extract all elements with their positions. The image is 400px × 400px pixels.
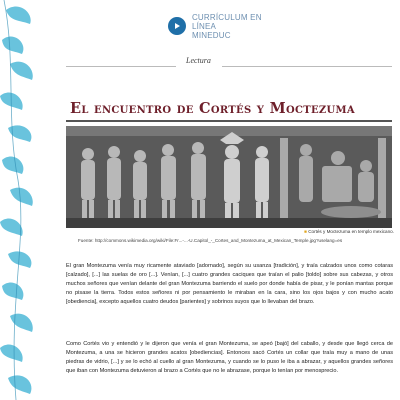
site-header <box>168 14 288 38</box>
image-caption <box>250 229 394 235</box>
relief-illustration-icon <box>66 126 392 228</box>
title-rule <box>66 120 392 122</box>
caption-bullet-icon: ■ <box>304 229 307 234</box>
section-label: Lectura <box>186 56 211 65</box>
paragraph-1: El gran Montezuma venía muy ricamente ataviado [adornado], según su usanza [tradición], y traía calzados unos como cotaras [calzado], [...] las suelas de oro [...]. Venían, [...] cuatro grandes caciques que traían el palio [toldo] sobre sus cabezas, y otros muchos señores que venían delante del gran Montezuma barriendo el suelo por donde había de pisar, y le ponían mantas porque no pisase la tierra. Todos estos señores ni por pensamiento le miraban en la cara, sino los ojos bajos y con mucho acato [obediencia], excepto aquellos cuatro deudos [parientes] y sobrinos suyos que lo llevaban del brazo. <box>66 263 393 306</box>
leaf-border-icon <box>0 0 44 400</box>
image-caption-text: Cortés y Moctezuma en templo mexicano. <box>308 229 394 234</box>
article-title: El encuentro de Cortés y Moctezuma <box>70 100 355 117</box>
relief-image <box>66 126 392 228</box>
section-divider-left <box>66 66 176 67</box>
logo-text-line1: CURRÍCULUM EN LÍNEA <box>191 12 262 31</box>
logo-text-line2: MINEDUC <box>191 30 231 40</box>
logo-text <box>192 13 288 40</box>
play-logo-icon[interactable] <box>168 17 186 35</box>
image-source[interactable]: Fuente: http://commons.wikimedia.org/wiki/File:Fr...-...-U.Capitol_-_Cortes_and_Montezuma_at_Mexican_Temple.jpg?uselang=es <box>78 238 343 243</box>
section-divider-right <box>222 66 392 67</box>
paragraph-2: Como Cortés vio y entendió y le dijeron que venía el gran Montezuma, se apeó [bajó] del caballo, y desde que llegó cerca de Montezuma, a una se hicieron grandes acatos [obediencias]. Entonces sacó Cortés un collar que traía muy a mano de unas piedras de vidrio, [...] y se lo echó al cuello al gran Montezuma, y cuando se lo puso le iba a abrazar, y aquellos grandes señores que iban con Montezuma detuvieron al brazo a Cortés que no le abrazase, porque lo tenían por menosprecio. <box>66 341 393 375</box>
decorative-leaf-border <box>0 0 44 400</box>
